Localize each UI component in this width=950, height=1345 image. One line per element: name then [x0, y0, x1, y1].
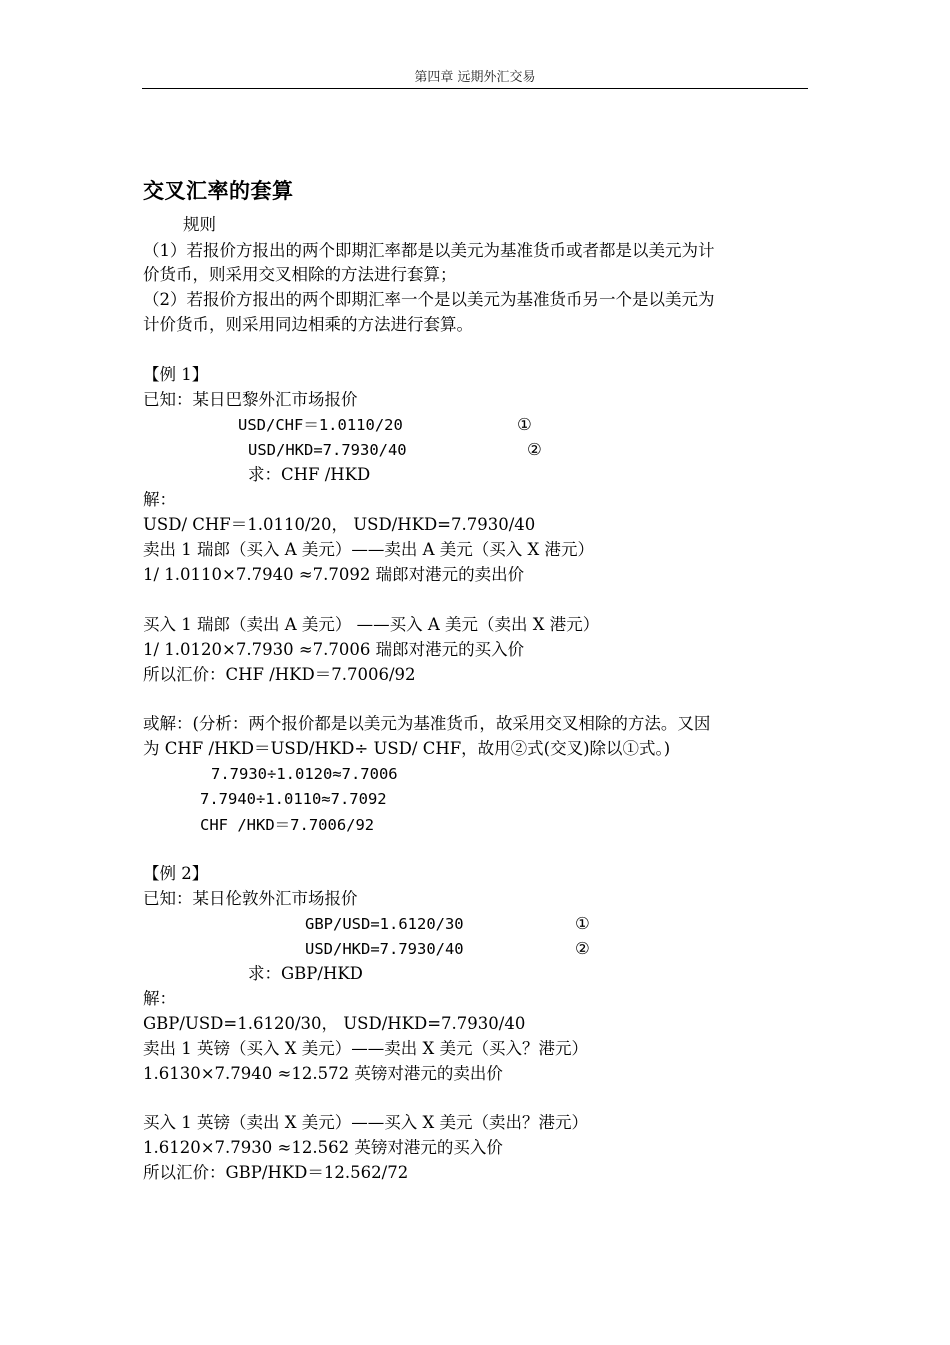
example1-quote2: USD/HKD=7.7930/40 — [248, 441, 407, 459]
example2-solve: 解： — [143, 989, 176, 1008]
header-divider — [142, 88, 808, 89]
example2-quote2: USD/HKD=7.7930/40 — [305, 940, 464, 958]
example2-quote1: GBP/USD=1.6120/30 — [305, 915, 464, 933]
example1-quote1: USD/CHF＝1.0110/20 — [238, 416, 403, 434]
example1-alt5: CHF /HKD＝7.7006/92 — [200, 816, 375, 834]
example1-step3: 1/ 1.0110×7.7940 ≈7.7092 瑞郎对港元的卖出价 — [143, 565, 525, 584]
example1-alt1: 或解：(分析：两个报价都是以美元为基准货币，故采用交叉相除的方法。又因 — [143, 714, 711, 733]
example1-step2: 卖出 1 瑞郎（买入 A 美元）——卖出 A 美元（买入 X 港元） — [143, 540, 595, 559]
example2-step4: 买入 1 英镑（卖出 X 美元）——买入 X 美元（卖出？港元） — [143, 1113, 588, 1132]
rule1-line1: （1）若报价方报出的两个即期汇率都是以美元为基准货币或者都是以美元为计 — [143, 241, 715, 260]
section-title: 交叉汇率的套算 — [143, 179, 294, 203]
rule2-line1: （2）若报价方报出的两个即期汇率一个是以美元为基准货币另一个是以美元为 — [143, 290, 715, 309]
example1-step1: USD/ CHF＝1.0110/20， USD/HKD=7.7930/40 — [143, 515, 536, 534]
example1-mark1: ① — [517, 415, 532, 434]
example1-given: 已知：某日巴黎外汇市场报价 — [143, 390, 358, 409]
example1-mark2: ② — [527, 440, 542, 459]
example2-label: 【例 2】 — [143, 864, 209, 883]
example2-mark1: ① — [575, 914, 590, 933]
example2-mark2: ② — [575, 939, 590, 958]
example1-alt2: 为 CHF /HKD＝USD/HKD÷ USD/ CHF，故用②式(交叉)除以①式。) — [143, 739, 671, 758]
example2-step3: 1.6130×7.7940 ≈12.572 英镑对港元的卖出价 — [143, 1064, 503, 1083]
example1-step5: 1/ 1.0120×7.7930 ≈7.7006 瑞郎对港元的买入价 — [143, 640, 525, 659]
page-header: 第四章 远期外汇交易 — [414, 70, 536, 85]
example1-alt3: 7.7930÷1.0120≈7.7006 — [211, 765, 398, 783]
example1-step4: 买入 1 瑞郎（卖出 A 美元） ——买入 A 美元（卖出 X 港元） — [143, 615, 600, 634]
example1-alt4: 7.7940÷1.0110≈7.7092 — [200, 790, 387, 808]
example2-ask: 求：GBP/HKD — [248, 964, 363, 983]
rule2-line2: 计价货币，则采用同边相乘的方法进行套算。 — [143, 315, 473, 334]
example1-label: 【例 1】 — [143, 365, 209, 384]
rules-label: 规则 — [183, 215, 216, 234]
example2-given: 已知：某日伦敦外汇市场报价 — [143, 889, 358, 908]
example1-solve: 解： — [143, 490, 176, 509]
example1-step6: 所以汇价：CHF /HKD＝7.7006/92 — [143, 665, 416, 684]
example1-ask: 求：CHF /HKD — [248, 465, 371, 484]
example2-step1: GBP/USD=1.6120/30， USD/HKD=7.7930/40 — [143, 1014, 526, 1033]
example2-step5: 1.6120×7.7930 ≈12.562 英镑对港元的买入价 — [143, 1138, 503, 1157]
example2-step6: 所以汇价：GBP/HKD＝12.562/72 — [143, 1163, 409, 1182]
example2-step2: 卖出 1 英镑（买入 X 美元）——卖出 X 美元（买入？港元） — [143, 1039, 588, 1058]
rule1-line2: 价货币，则采用交叉相除的方法进行套算； — [143, 265, 457, 284]
